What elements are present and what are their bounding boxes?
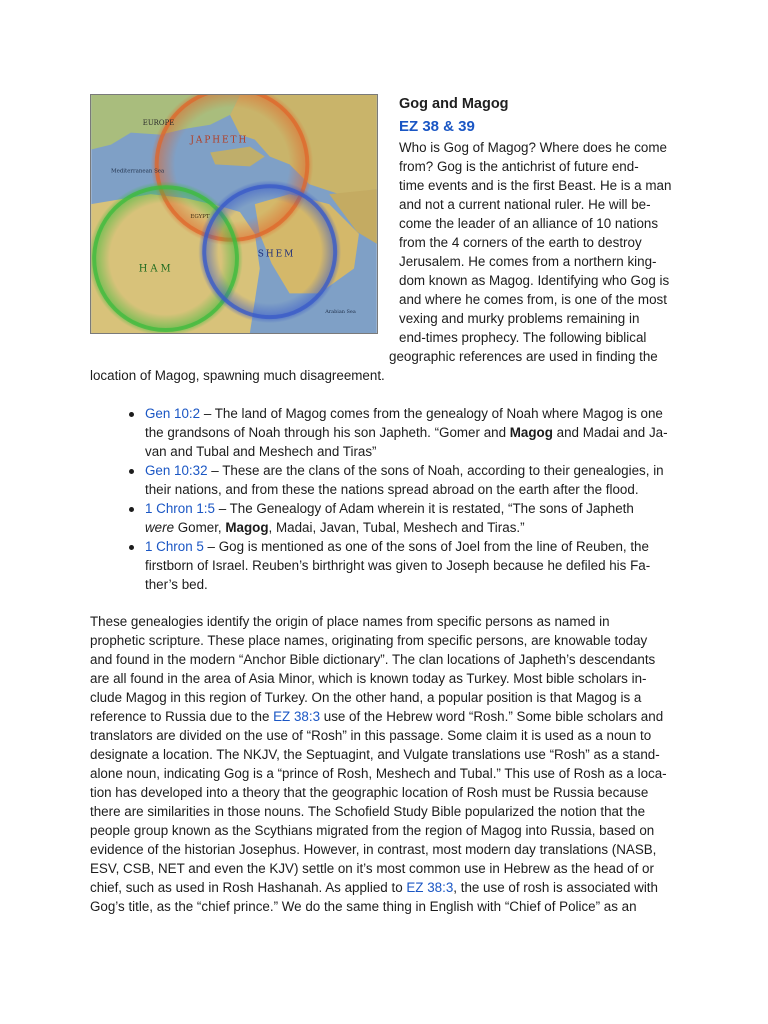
paragraph-line: ESV, CSB, NET and even the KJV) settle on it’s most common use in Hebrew as the head of or — [90, 861, 654, 876]
list-item-text: Gomer, — [174, 520, 226, 535]
bullet-dot — [129, 545, 134, 550]
emphasis-magog: Magog — [509, 425, 553, 440]
scripture-link-ez-38-3[interactable]: EZ 38:3 — [273, 709, 321, 724]
list-item-text: , Madai, Javan, Tubal, Meshech and Tiras.” — [268, 520, 525, 535]
map-label-shem: SHEM — [257, 249, 296, 260]
paragraph-line: alone noun, indicating Gog is a “prince of Rosh, Meshech and Tubal.” This use of Rosh as a loca- — [90, 766, 667, 781]
sons-of-noah-map — [91, 95, 377, 333]
map-label-mediterranean: Mediterranean Sea — [111, 168, 165, 175]
paragraph-text: reference to Russia due to the — [90, 709, 274, 724]
intro-line: and where he comes from, is one of the most — [399, 292, 667, 307]
scripture-reference-heading: EZ 38 & 39 — [399, 118, 475, 135]
intro-line: Who is Gog of Magog? Where does he come — [399, 140, 667, 155]
list-item-text: – The land of Magog comes from the genealogy of Noah where Magog is one — [200, 406, 663, 421]
paragraph-line — [90, 707, 663, 726]
paragraph-line: tion has developed into a theory that the geographic location of Rosh must be Russia because — [90, 785, 649, 800]
list-item — [145, 499, 634, 518]
intro-line: vexing and murky problems remaining in — [399, 311, 640, 326]
list-item-continuation: their nations, and from these the nations spread abroad on the earth after the flood. — [145, 482, 639, 497]
list-item-text: – Gog is mentioned as one of the sons of Joel from the line of Reuben, the — [203, 539, 649, 554]
intro-line: geographic references are used in finding the — [389, 349, 658, 364]
list-item — [145, 404, 663, 423]
paragraph-line: translators are divided on the use of “Rosh” in this passage. Some claim it is used as a noun to — [90, 728, 652, 743]
scripture-link-1-chron-5[interactable]: 1 Chron 5 — [145, 539, 204, 554]
paragraph-text: use of the Hebrew word “Rosh.” Some bible scholars and — [320, 709, 664, 724]
paragraph-line: and found in the modern “Anchor Bible dictionary”. The clan locations of Japheth’s descendants — [90, 652, 656, 667]
list-item-continuation — [145, 423, 668, 442]
paragraph-line: evidence of the historian Josephus. However, in contrast, most modern day translations (NASB, — [90, 842, 657, 857]
scripture-link-1-chron-1-5[interactable]: 1 Chron 1:5 — [145, 501, 215, 516]
list-item-text: the grandsons of Noah through his son Japheth. “Gomer and — [145, 425, 510, 440]
scripture-link-gen-10-32[interactable]: Gen 10:32 — [145, 463, 208, 478]
list-item-continuation: ther’s bed. — [145, 577, 208, 592]
bullet-dot — [129, 412, 134, 417]
intro-line: Jerusalem. He comes from a northern king- — [399, 254, 657, 269]
list-item-text: – The Genealogy of Adam wherein it is restated, “The sons of Japheth — [214, 501, 634, 516]
list-item-text: and Madai and Ja- — [552, 425, 668, 440]
list-item-continuation: firstborn of Israel. Reuben’s birthright was given to Joseph because he defiled his Fa- — [145, 558, 651, 573]
paragraph-line: Gog’s title, as the “chief prince.” We do the same thing in English with “Chief of Police” as an — [90, 899, 637, 914]
intro-line: location of Magog, spawning much disagreement. — [90, 368, 385, 383]
paragraph-line: designate a location. The NKJV, the Septuagint, and Vulgate translations use “Rosh” as a stand- — [90, 747, 660, 762]
map-figure — [90, 94, 378, 334]
list-item — [145, 537, 649, 556]
paragraph-line: people group known as the Scythians migrated from the region of Magog into Russia, based on — [90, 823, 655, 838]
intro-line: dom known as Magog. Identifying who Gog is — [399, 273, 670, 288]
map-label-japheth: JAPHETH — [190, 135, 249, 146]
map-label-arabian-sea: Arabian Sea — [325, 309, 356, 316]
paragraph-text: , the use of rosh is associated with — [453, 880, 658, 895]
paragraph-line: These genealogies identify the origin of place names from specific persons as named in — [90, 614, 610, 629]
list-item — [145, 461, 664, 480]
map-label-egypt: EGYPT — [190, 213, 210, 220]
bullet-dot — [129, 507, 134, 512]
list-item-text: – These are the clans of the sons of Noah, according to their genealogies, in — [207, 463, 664, 478]
page-title: Gog and Magog — [399, 96, 509, 112]
intro-line: from? Gog is the antichrist of future end- — [399, 159, 639, 174]
map-label-ham: HAM — [138, 263, 174, 275]
intro-line: and not a current national ruler. He will be- — [399, 197, 651, 212]
paragraph-line: prophetic scripture. These place names, originating from specific persons, are knowable today — [90, 633, 648, 648]
paragraph-text: chief, such as used in Rosh Hashanah. As applied to — [90, 880, 407, 895]
intro-line: from the 4 corners of the earth to destroy — [399, 235, 642, 250]
paragraph-line: there are similarities in those nouns. The Schofield Study Bible popularized the notion that the — [90, 804, 646, 819]
intro-line: time events and is the first Beast. He is a man — [399, 178, 672, 193]
scripture-link-gen-10-2[interactable]: Gen 10:2 — [145, 406, 201, 421]
intro-line: end-times prophecy. The following biblical — [399, 330, 647, 345]
emphasis-were: were — [145, 520, 175, 535]
list-item-continuation: van and Tubal and Meshech and Tiras” — [145, 444, 377, 459]
map-label-europe: EUROPE — [142, 118, 175, 127]
paragraph-line: clude Magog in this region of Turkey. On the other hand, a popular position is that Magog is a — [90, 690, 642, 705]
scripture-link-ez-38-3-second[interactable]: EZ 38:3 — [406, 880, 454, 895]
bullet-dot — [129, 469, 134, 474]
emphasis-magog: Magog — [225, 520, 269, 535]
list-item-continuation — [145, 518, 525, 537]
paragraph-line — [90, 878, 658, 897]
intro-line: come the leader of an alliance of 10 nations — [399, 216, 659, 231]
paragraph-line: are all found in the area of Asia Minor, which is known today as Turkey. Most bible scholars in- — [90, 671, 647, 686]
